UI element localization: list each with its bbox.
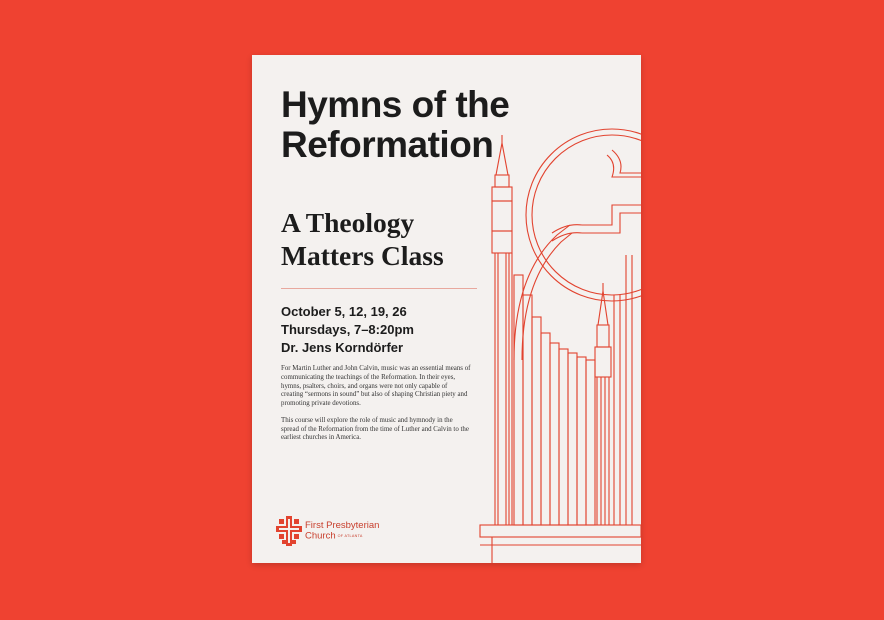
church-name-line3: OF ATLANTA xyxy=(337,534,363,538)
church-name-line1: First Presbyterian xyxy=(305,520,380,531)
page-title: Hymns of the Reformation xyxy=(281,84,510,165)
description xyxy=(281,365,471,451)
event-teacher: Dr. Jens Korndörfer xyxy=(281,340,404,355)
divider xyxy=(281,288,477,289)
church-cross-logo-icon xyxy=(276,516,302,546)
description-paragraph-1: For Martin Luther and John Calvin, music was an essential means of communicating the teachings of the Reformation. In their eyes, hymns, psalters, choirs, and organs were not only capable of creating “sermons in sound” but also of shaping Christian piety and promoting private devotions. xyxy=(281,365,471,407)
event-time: Thursdays, 7–8:20pm xyxy=(281,322,414,337)
church-name-line2: Church xyxy=(305,530,336,542)
description-paragraph-2: This course will explore the role of music and hymnody in the spread of the Reformation from the time of Luther and Calvin to the earliest churches in America. xyxy=(281,416,469,442)
event-poster xyxy=(252,55,641,563)
event-dates: October 5, 12, 19, 26 xyxy=(281,304,407,319)
church-name xyxy=(305,521,379,542)
right-spire xyxy=(598,291,608,325)
subtitle: A Theology Matters Class xyxy=(281,207,444,271)
event-details xyxy=(281,303,501,357)
